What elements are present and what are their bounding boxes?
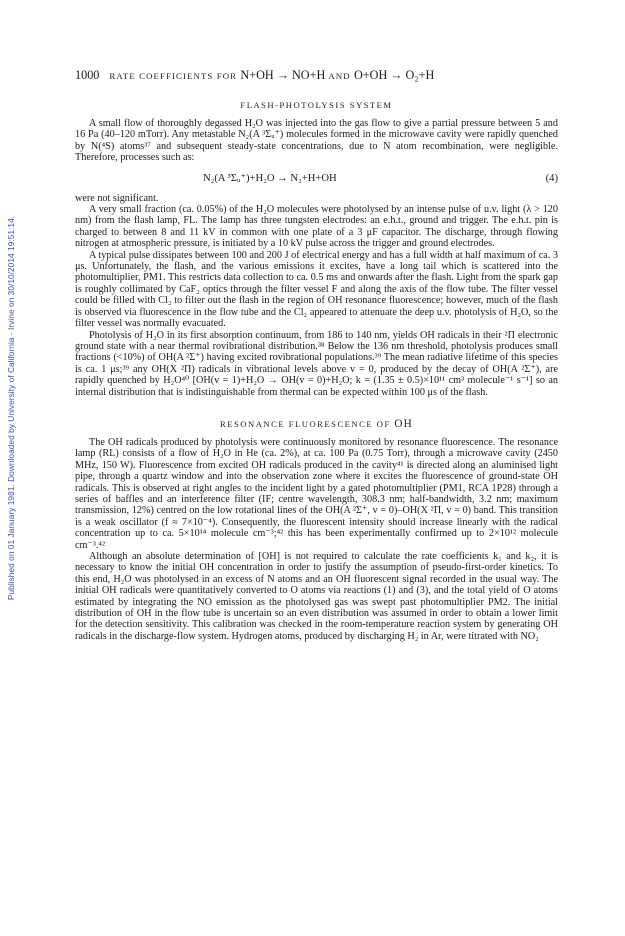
- running-title-formula-1: N+OH → NO+H: [240, 68, 326, 82]
- paragraph: A small flow of thoroughly degassed H₂O was injected into the gas flow to give a partial pressure between 5 and 16 Pa (40–120 mTorr). Any metastable N₂(A ³Σᵤ⁺) molecules formed in the microwave cavity were rapidly quenched by N(⁴S) atoms³⁷ and subsequent steady-state concentrations, due to N atom recombination, were negligible. Therefore, processes such as:: [75, 118, 558, 164]
- running-head: [75, 68, 558, 84]
- running-title-prefix: RATE COEFFICIENTS FOR: [109, 71, 241, 81]
- paragraph: The OH radicals produced by photolysis were continuously monitored by resonance fluorescence. The resonance lamp (RL) consists of a flow of H₂O in He (ca. 2%), at ca. 100 Pa (0.75 Torr), through a microwave cavity (2450 MHz, 150 W). Fluorescence from excited OH radicals produced in the cavity⁴¹ is directed along an aluminised light pipe, through a quartz window and into the observation zone where it excites the fluorescence of ground-state OH radicals. This is observed at right angles to the incident light by a gated photomultiplier (PM1, RCA 1P28) through a series of baffles and an interference filter (IF; centre wavelength, 308.3 nm; half-bandwidth, 3.2 nm; maximum transmission, 12%) centred on the low rotational lines of the OH(A ²Σ⁺, v = 0)–OH(X ²Π, v = 0) band. This transition is a weak oscillator (f ≈ 7×10⁻⁴). Consequently, the fluorescent intensity should increase linearly with the radical concentration up to ca. 5×10¹⁴ molecule cm⁻³;⁴² this has been experimentally confirmed up to 2×10¹² molecule cm⁻³.⁴²: [75, 436, 558, 551]
- download-stamp-text: Published on 01 January 1981. Downloaded by University of California - Irvine on 30/10/2014 19:51:14.: [6, 215, 16, 601]
- section-title-species: OH: [394, 417, 413, 430]
- section-flash-photolysis: [75, 99, 558, 398]
- paragraph: A typical pulse dissipates between 100 and 200 J of electrical energy and has a full width at half maximum of ca. 3 μs. Unfortunately, the flash, and the various emissions it excites, have a long tail which is scattered into the photomultiplier, PM1. This restricts data collection to ca. 0.5 ms and onwards after the flash. Light from the spark gap is roughly collimated by CaF₂ optics through the filter vessel F and along the axis of the flow tube. The filter vessel could be filled with Cl₂ to filter out the flash in the region of OH resonance fluorescence; however, much of the flash is observed via fluorescence in the flow tube and the Cl₂ appeared to attenuate the deep u.v. photolysis of H₂O, so the filter vessel was normally evacuated.: [75, 249, 558, 330]
- paragraph: Although an absolute determination of [OH] is not required to calculate the rate coefficients k₁ and k₂, it is necessary to know the initial OH concentration in order to justify the assumption of pseudo-first-order kinetics. To this end, H₂O was photolysed in an excess of N atoms and an OH fluorescent signal recorded in the usual way. The initial OH radicals were quantitatively converted to O atoms via reactions (1) and (3), and the total yield of O atoms estimated by integrating the NO emission as the photolysed gas was swept past photomultiplier PM2. The initial distribution of OH in the flow tube is uncertain so an even distribution was assumed in order to obtain a lower limit for the detection sensitivity. This calibration was checked in the room-temperature reaction system by generating OH radicals in the discharge-flow system. Hydrogen atoms, produced by discharging H₂ in Ar, were titrated with NO₂: [75, 551, 558, 642]
- paragraph: A very small fraction (ca. 0.05%) of the H₂O molecules were photolysed by an intense pulse of u.v. light (λ > 120 nm) from the flash lamp, FL. The lamp has three tungsten electrodes: an e.h.t., ground and trigger. The e.h.t. pin is charged to between 8 and 11 kV in common with one plate of a 3 μF capacitor. The discharge, through flowing nitrogen at atmospheric pressure, is initiated by a 10 kV pulse across the trigger and ground electrodes.: [75, 204, 558, 250]
- download-stamp: [4, 128, 18, 688]
- page-body: [75, 68, 558, 642]
- section-title-prefix: RESONANCE FLUORESCENCE OF: [220, 418, 395, 429]
- section-title-resonance-fluorescence: [75, 418, 558, 430]
- equation-text: N₂(A ³Σᵤ⁺)+H₂O → N₂+H+OH: [203, 172, 337, 184]
- paragraph: were not significant.: [75, 192, 159, 204]
- running-title-formula-2: O+OH → O₂+H: [353, 68, 435, 82]
- paragraph: Photolysis of H₂O in its first absorption continuum, from 186 to 140 nm, yields OH radicals in their ²Π electronic ground state with a near thermal rovibrational distribution.³⁸ Below the 136 nm threshold, photolysis produces small fractions (<10%) of OH(A ²Σ⁺) having excited rovibrational populations.³⁹ The mean radiative lifetime of this species is ca. 1 μs;³⁹ any OH(X ²Π) radicals in vibrational levels above v = 0, produced by the decay of OH(A ²Σ⁺), are rapidly quenched by H₂O⁴⁰ [OH(v = 1)+H₂O → OH(v = 0)+H₂O; k = (1.35 ± 0.5)×10¹¹ cm³ molecule⁻¹ s⁻¹] so an internal distribution that is indistinguishable from thermal can be expected within 100 μs of the flash.: [75, 329, 558, 398]
- equation-number: (4): [545, 172, 558, 184]
- section-resonance-fluorescence: [75, 418, 558, 642]
- equation-4: [75, 172, 558, 185]
- section-title-flash-photolysis: FLASH-PHOTOLYSIS SYSTEM: [240, 100, 393, 110]
- page-number: 1000: [75, 68, 100, 82]
- running-title-connector: AND: [328, 71, 354, 81]
